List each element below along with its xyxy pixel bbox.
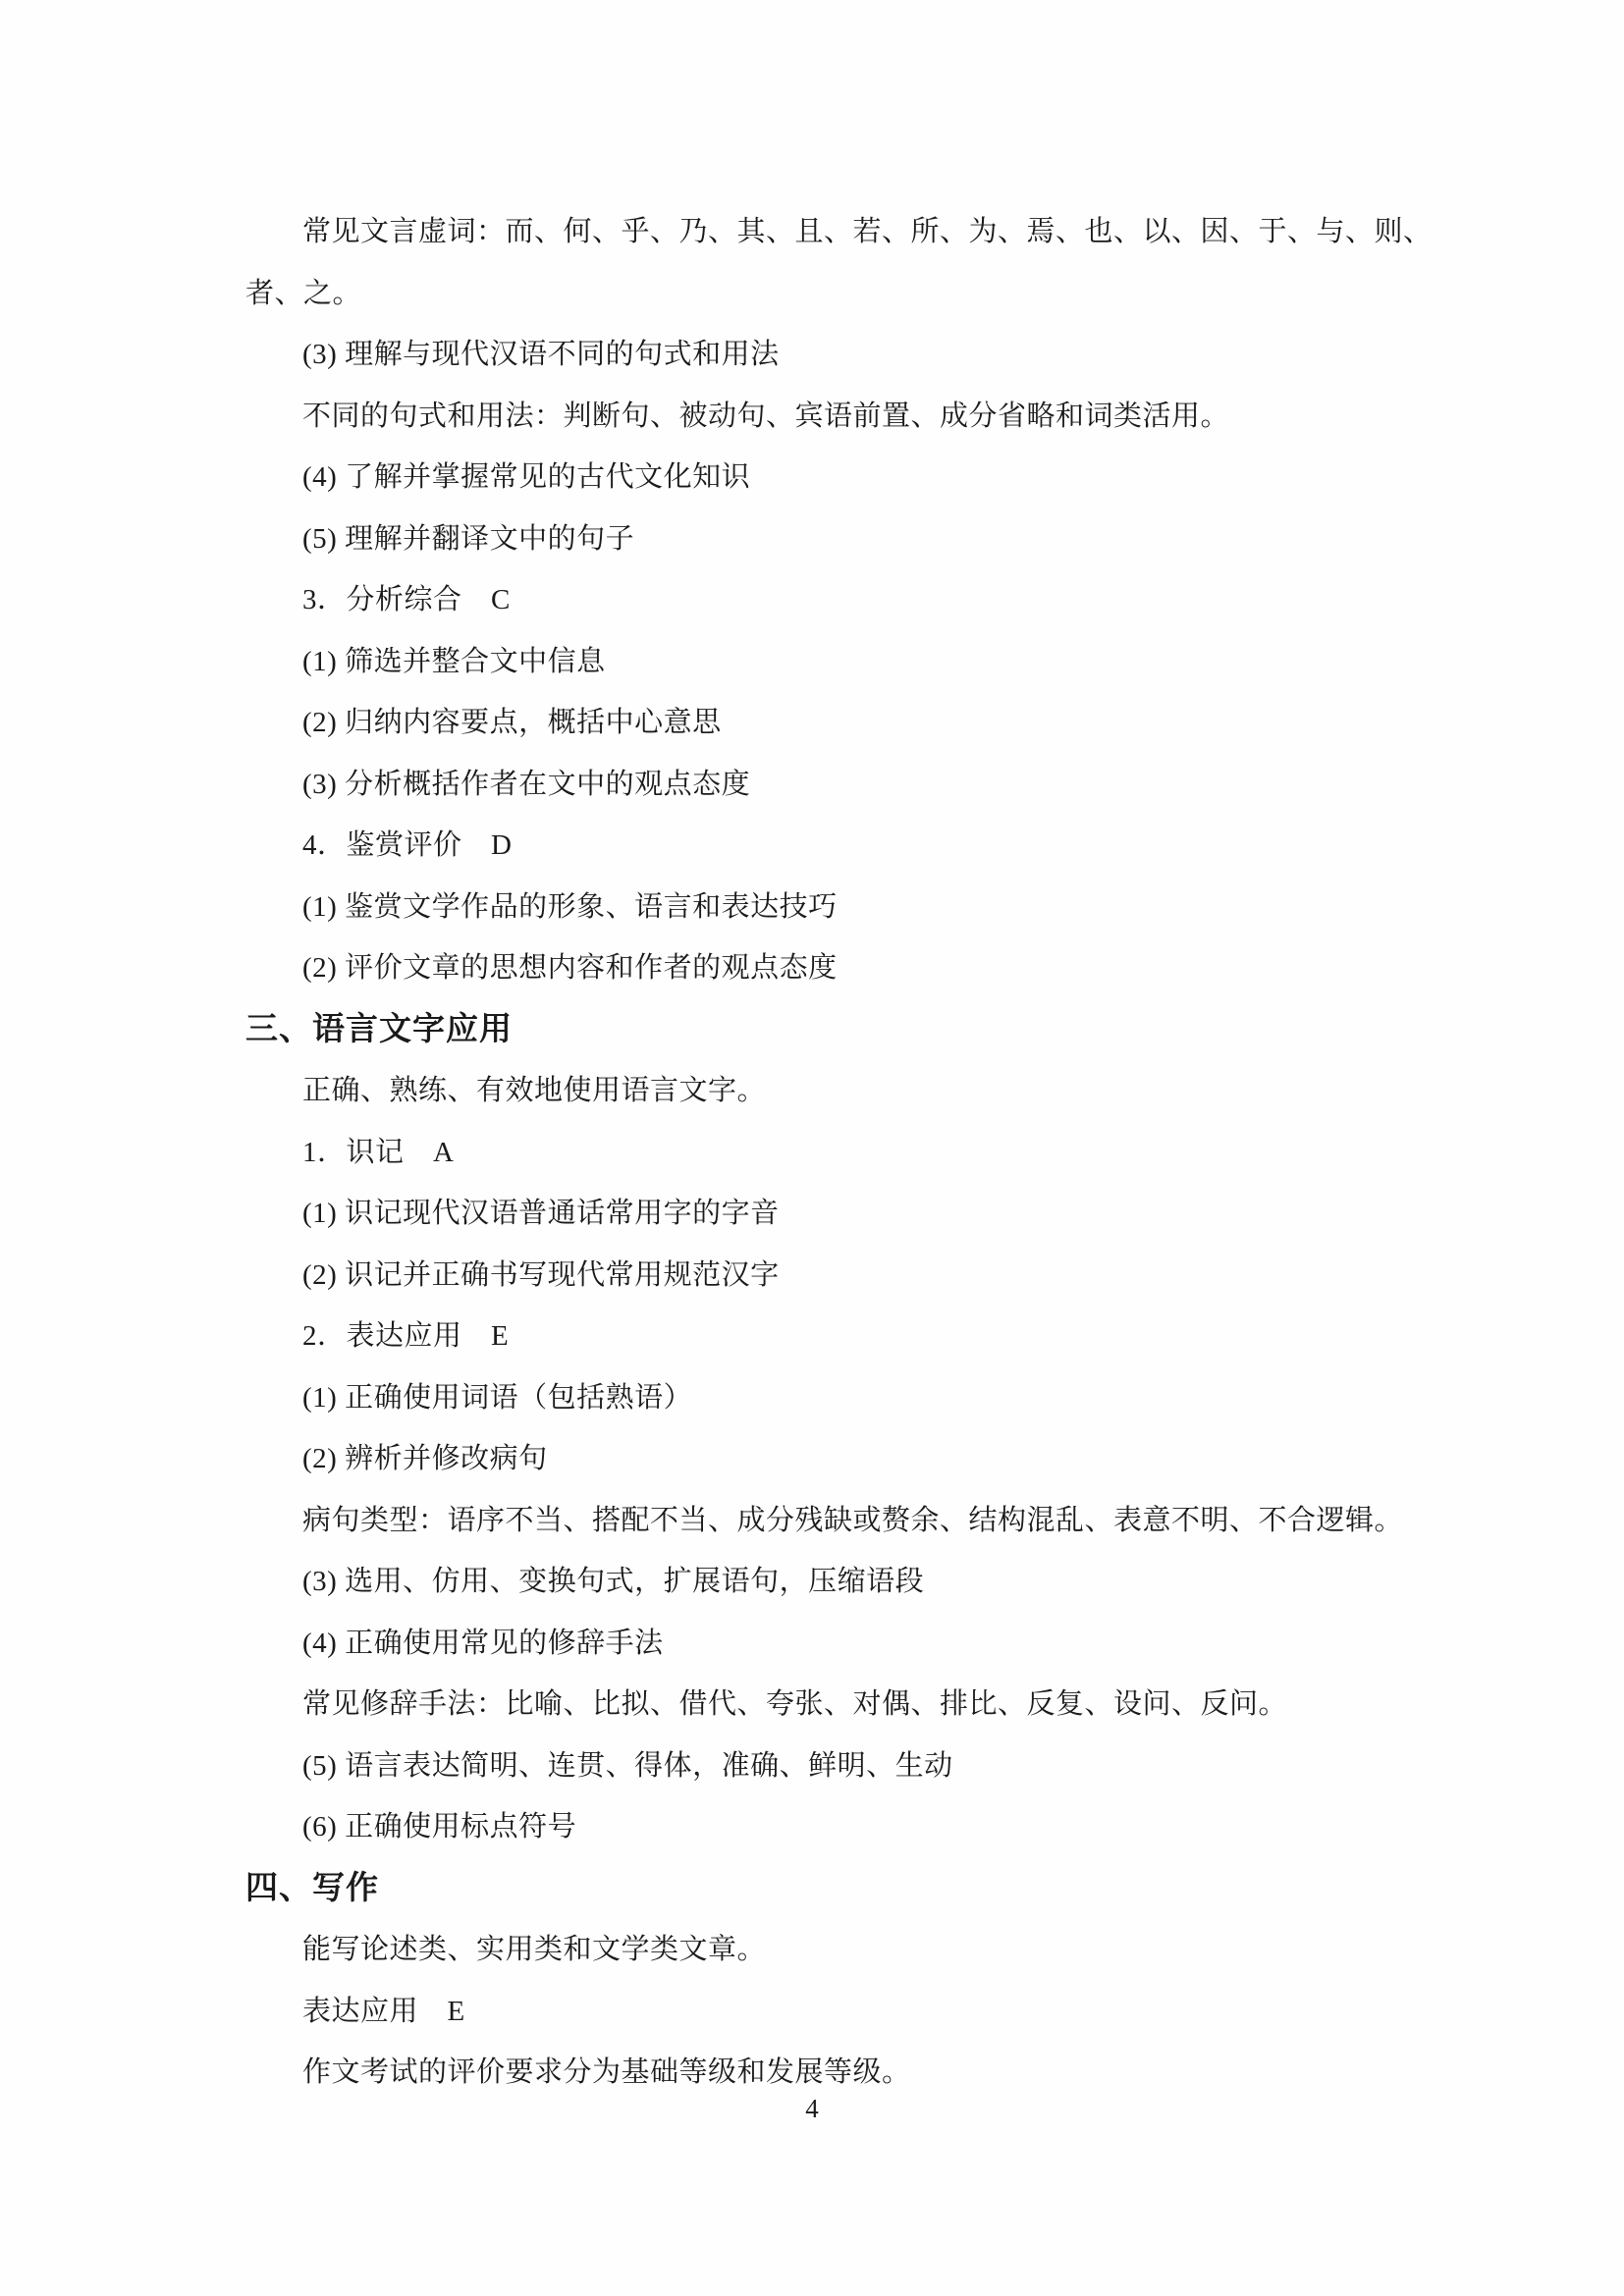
text-line: (1) 鉴赏文学作品的形象、语言和表达技巧 [302, 890, 838, 923]
text-line: (3) 选用、仿用、变换句式，扩展语句，压缩语段 [302, 1566, 925, 1597]
text-line: (5) 语言表达简明、连贯、得体，准确、鲜明、生动 [302, 1749, 953, 1782]
text-line: (1) 识记现代汉语普通话常用字的字音 [302, 1198, 780, 1229]
text-line: 正确、熟练、有效地使用语言文字。 [302, 1075, 767, 1106]
page-footer [0, 2079, 1624, 2138]
page-number: 4 [805, 2094, 819, 2123]
text-line: 2．表达应用 E [302, 1320, 510, 1352]
text-line: 不同的句式和用法：判断句、被动句、宾语前置、成分省略和词类活用。 [302, 400, 1230, 432]
text-line: (3) 分析概括作者在文中的观点态度 [302, 768, 751, 800]
text-line: (1) 正确使用词语（包括熟语） [302, 1381, 693, 1414]
text-line: (2) 评价文章的思想内容和作者的观点态度 [302, 952, 838, 984]
text-line: 1．识记 A [302, 1136, 455, 1168]
text-line: (2) 辨析并修改病句 [302, 1443, 548, 1474]
text-line: 4．鉴赏评价 D [302, 829, 513, 861]
text-line: 能写论述类、实用类和文学类文章。 [302, 1934, 767, 1965]
document-body [245, 201, 1483, 2104]
text-line: (2) 识记并正确书写现代常用规范汉字 [302, 1258, 780, 1291]
text-line: (3) 理解与现代汉语不同的句式和用法 [302, 339, 780, 370]
text-line: (5) 理解并翻译文中的句子 [302, 522, 635, 555]
section-heading-3: 三、语言文字应用 [245, 1011, 513, 1047]
text-line: (2) 归纳内容要点，概括中心意思 [302, 707, 722, 738]
text-line: 病句类型：语序不当、搭配不当、成分残缺或赘余、结构混乱、表意不明、不合逻辑。 [302, 1504, 1404, 1536]
section-heading-4: 四、写作 [245, 1870, 379, 1906]
text-line: (4) 了解并掌握常见的古代文化知识 [302, 461, 751, 493]
text-line: 表达应用 E [302, 1995, 465, 2027]
text-line: (1) 筛选并整合文中信息 [302, 645, 606, 677]
text-line: (4) 正确使用常见的修辞手法 [302, 1627, 664, 1659]
text-line: 者、之。 [245, 277, 362, 309]
text-line: 常见修辞手法：比喻、比拟、借代、夸张、对偶、排比、反复、设问、反问。 [302, 1688, 1288, 1720]
text-line: (6) 正确使用标点符号 [302, 1811, 577, 1842]
text-line: 常见文言虚词：而、何、乎、乃、其、且、若、所、为、焉、也、以、因、于、与、则、 [302, 216, 1433, 247]
text-line: 3．分析综合 C [302, 584, 511, 615]
text-line: 作文考试的评价要求分为基础等级和发展等级。 [302, 2056, 911, 2088]
